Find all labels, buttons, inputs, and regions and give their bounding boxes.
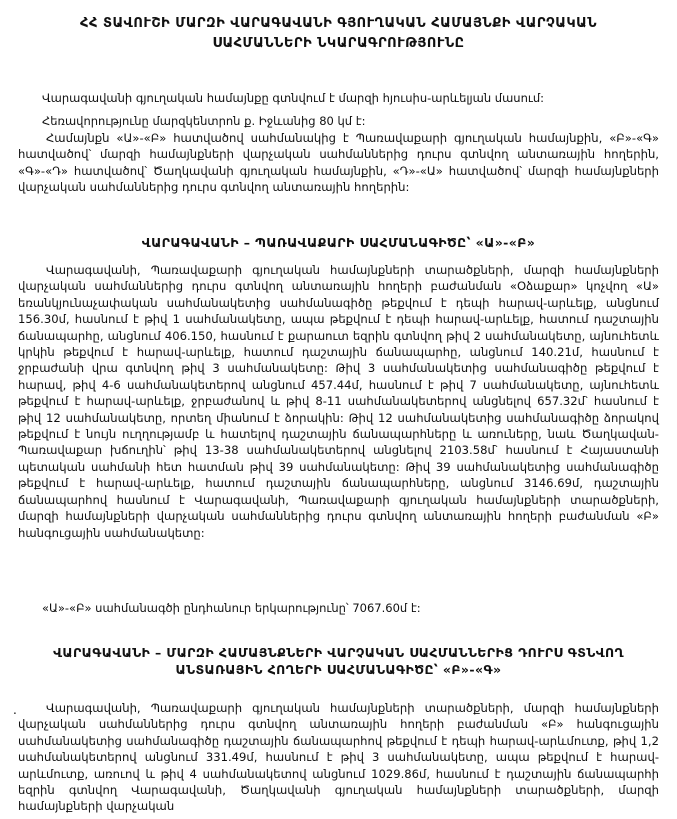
section-1-heading: ՎԱՐԱԳԱՎԱՆԻ – ՊԱՌԱՎԱՔԱՐԻ ՍԱՀՄԱՆԱԳԻԾԸ՝ «Ա»-«Բ» [141, 235, 536, 250]
section-2-paragraph: Վարագավանի, Պառավաքարի գյուղական համայնքների տարածքների, մարզի համայնքների վարչական սահմաններից դուրս գտնվող անտառային հողերի բաժանման «Բ» հանգուցային սահմանակետից սահմանագիծը դաշտային ճանապարհով թեքվում է դեպի հարավ-արևմուտք, թիվ 1,2 սահմանակետերով անցնում 331.49մ, հասնում է թիվ 3 սահմանակետը, ապա թեքվում է հարավ-արևմուտք, առուով և թիվ 4 սահմանակետով անցնում 1029.86մ, հասնում է դաշտային ճանապարհի եզրին գտնվող Վարագավանի, Ծաղկավանի գյուղական համայնքների տարածքների, մարզի համայնքների վարչական [18, 701, 659, 814]
document-title-line-1: ՀՀ ՏԱՎՈՒՇԻ ՄԱՐԶԻ ՎԱՐԱԳԱՎԱՆԻ ԳՅՈՒՂԱԿԱՆ ՀԱՄԱՅՆՔԻ ՎԱՐՉԱԿԱՆ [80, 16, 597, 31]
section-2-heading-line-1: ՎԱՐԱԳԱՎԱՆԻ – ՄԱՐԶԻ ՀԱՄԱՅՆՔՆԵՐԻ ՎԱՐՉԱԿԱՆ ՍԱՀՄԱՆՆԵՐԻՑ ԴՈՒՐՍ ԳՏՆՎՈՂ [53, 645, 624, 660]
intro-paragraph: Համայնքն «Ա»-«Բ» հատվածով սահմանակից է Պառավաքարի գյուղական համայնքին, «Բ»-«Գ» հատվածով՝ մարզի համայնքների վարչական սահմաններից դուրս գտնվող անտառային հողերին, «Գ»-«Դ» հատվածով՝ Ծաղկավանի գյուղական համայնքին, «Դ»-«Ա» հատվածով՝ մարզի համայնքների վարչական սահմաններից դուրս գտնվող անտառային հողերին: [18, 131, 659, 195]
margin-dot: . [13, 703, 17, 717]
document-title-line-2: ՍԱՀՄԱՆՆԵՐԻ ՆԿԱՐԱԳՐՈՒԹՅՈՒՆԸ [212, 36, 465, 51]
section-1-total-length: «Ա»-«Բ» սահմանագծի ընդհանուր երկարությունը՝ 7067.60մ է: [42, 601, 421, 615]
section-2-heading-line-2: ԱՆՏԱՌԱՅԻՆ ՀՈՂԵՐԻ ՍԱՀՄԱՆԱԳԻԾԸ՝ «Բ»-«Գ» [175, 662, 502, 677]
intro-distance-line: Հեռավորությունը մարզկենտրոն ք. Իջևանից 80 կմ է: [42, 114, 366, 128]
section-1-paragraph: Վարագավանի, Պառավաքարի գյուղական համայնքների տարածքների, մարզի համայնքների վարչական սահմաններից դուրս գտնվող անտառային հողերի բաժանման «Օձաքար» կոչվող «Ա» եռանկյունաչափական սահմանակետից սահմանագիծը թեքվում է դեպի հարավ-արևելք, անցնում 156.30մ, հասնում է թիվ 1 սահմանակետը, ապա թեքվում է դեպի հարավ-արևելք, հատում դաշտային ճանապարհը, անցնում 406.150, հասնում է քարաուտ եզրին գտնվող թիվ 2 սահմանակետը, այնուհետև կրկին թեքվում է հարավ-արևելք, հատում դաշտային ճանապարհը, անցնում 140.21մ, հասնում է ջրբաժանի վրա գտնվող թիվ 3 սահմանակետը: Թիվ 3 սահմանակետից սահմանագիծը թեքվում է հարավ, թիվ 4-6 սահմանակետերով անցնում 457.44մ, հասնում է թիվ 7 սահմանակետը, այնուհետև թեքվում է հարավ-արևելք, ջրբաժանով և թիվ 8-11 սահմանակետերով անցնելով 657.32մ՝ հասնում է թիվ 12 սահմանակետը, որտեղ միանում է ձորակին: Թիվ 12 սահմանակետից սահմանագիծը ձորակով թեքվում է նույն ուղղությամբ և հատելով դաշտային ճանապարհները և առուները, նաև Ծաղկավան-Պառավաքար խճուղին՝ թիվ 13-38 սահմանակետերով անցնելով 2103.58մ՝ հասնում է Հայաստանի պետական սահմանի հետ հատման թիվ 39 սահմանակետը: Թիվ 39 սահմանակետից սահմանագիծը թեքվում է հարավ-արևելք, հատում դաշտային ճանապարհները, անցնում 3146.69մ, դաշտային ճանապարհով հասնում է Վարագավանի, Պառավաքարի գյուղական համայնքների տարածքների, մարզի համայնքների վարչական սահմաններից դուրս գտնվող անտառային հողերի բաժանման «Բ» հանգուցային սահմանակետը: [18, 263, 659, 540]
intro-location-line: Վարագավանի գյուղական համայնքը գտնվում է մարզի հյուսիս-արևելյան մասում: [42, 91, 545, 105]
